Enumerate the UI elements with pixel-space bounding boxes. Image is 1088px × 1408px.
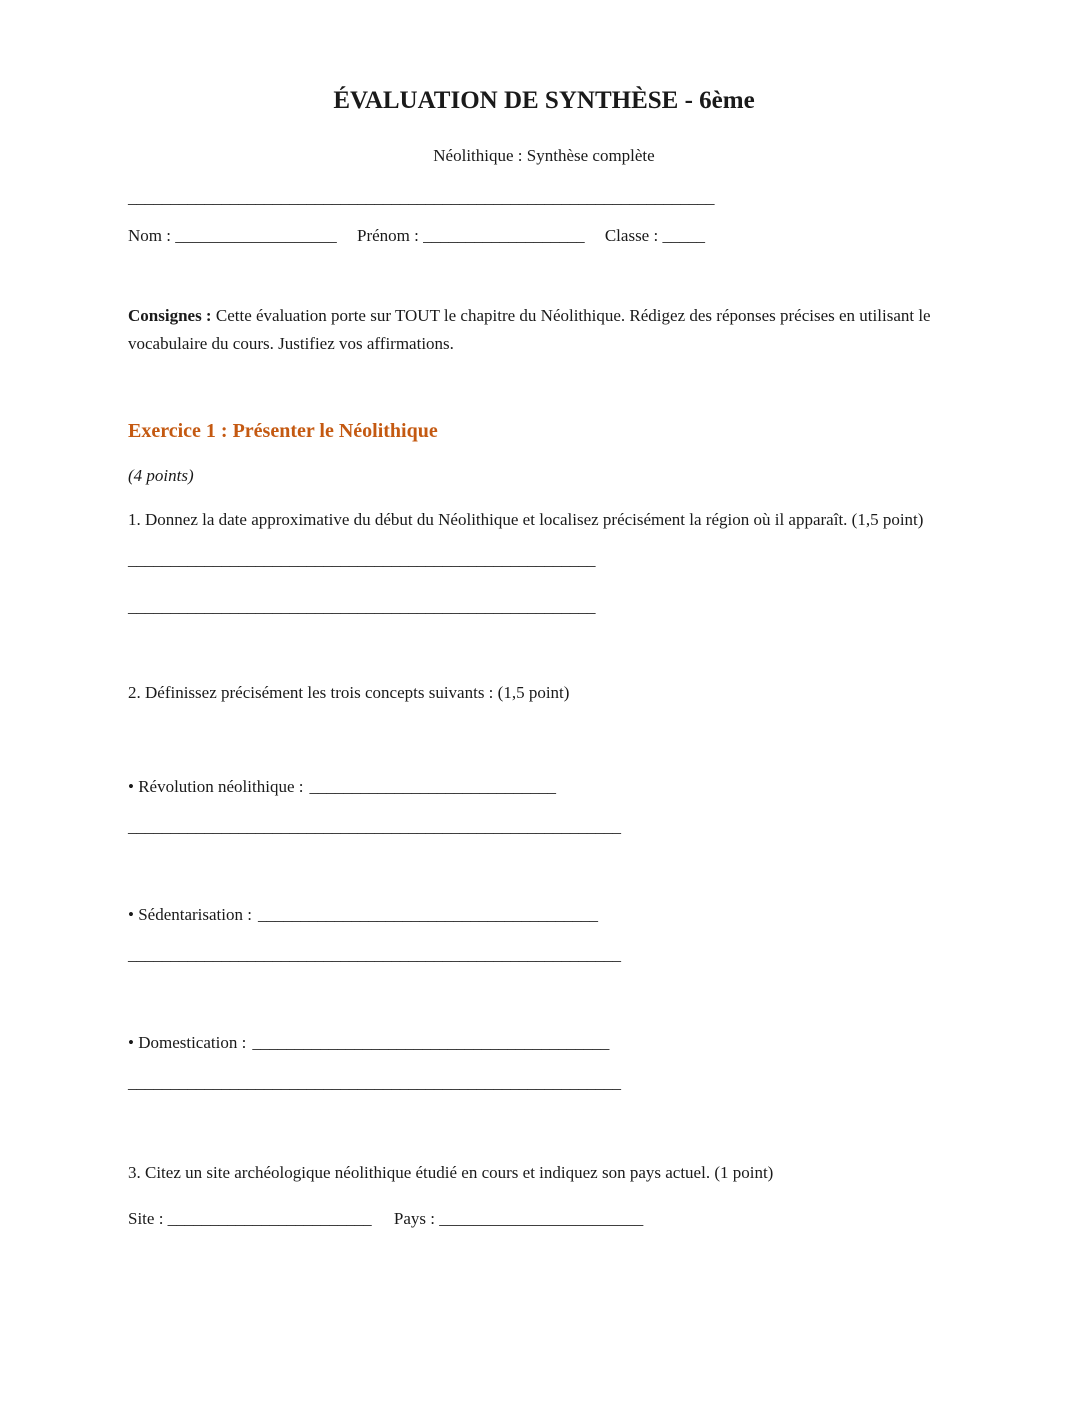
question-1: 1. Donnez la date approximative du début du Néolithique et localisez précisément la région où il apparaît. (1,5 point) [128, 510, 924, 529]
concept-revolution-blank: _____________________________ [309, 777, 556, 796]
pays-field [394, 1209, 643, 1228]
question-2: 2. Définissez précisément les trois concepts suivants : (1,5 point) [128, 683, 570, 702]
concept-domestication [128, 1029, 960, 1057]
concept-revolution-label: • Révolution néolithique : [128, 777, 304, 796]
site-blank: ________________________ [167, 1209, 372, 1228]
nom-field [128, 226, 337, 245]
pays-blank: ________________________ [439, 1209, 644, 1228]
consignes-paragraph [128, 302, 960, 358]
question-3-answer-line [128, 1205, 960, 1233]
site-label: Site : [128, 1209, 164, 1228]
nom-blank: ___________________ [175, 226, 337, 245]
concept-sedentarisation-blank: ________________________________________ [257, 905, 598, 924]
concept-revolution-continuation-line: __________________________________________________________ [128, 817, 621, 836]
concept-domestication-blank: __________________________________________ [252, 1033, 610, 1052]
exercise-1-points: (4 points) [128, 466, 194, 485]
page-title: ÉVALUATION DE SYNTHÈSE - 6ème [333, 87, 755, 114]
concept-revolution-neolithique [128, 773, 960, 801]
concept-sedentarisation-label: • Sédentarisation : [128, 905, 252, 924]
pays-label: Pays : [393, 1209, 436, 1228]
classe-blank: _____ [662, 226, 705, 245]
question-1-answer-line-1: _______________________________________________________ [128, 550, 596, 569]
page-subtitle: Néolithique : Synthèse complète [433, 146, 655, 165]
header-separator-line: _____________________________________________________________________ [128, 188, 715, 207]
exercise-1-heading: Exercice 1 : Présenter le Néolithique [128, 420, 438, 442]
concept-domestication-label: • Domestication : [128, 1033, 247, 1052]
concept-sedentarisation [128, 901, 960, 929]
prenom-field [357, 226, 585, 245]
classe-field [605, 226, 705, 245]
prenom-label: Prénom : [356, 226, 419, 245]
identity-line [128, 222, 960, 250]
consignes-label: Consignes : [128, 306, 212, 325]
question-3: 3. Citez un site archéologique néolithique étudié en cours et indiquez son pays actuel. (1 point) [128, 1163, 774, 1182]
concept-domestication-continuation-line: __________________________________________________________ [128, 1073, 621, 1092]
concept-sedentarisation-continuation-line: __________________________________________________________ [128, 945, 621, 964]
nom-label: Nom : [128, 226, 171, 245]
question-1-answer-line-2: _______________________________________________________ [128, 597, 596, 616]
prenom-blank: ___________________ [423, 226, 585, 245]
consignes-text: Cette évaluation porte sur TOUT le chapitre du Néolithique. Rédigez des réponses précises en utilisant le vocabulaire du cours. Justifiez vos affirmations. [128, 306, 931, 353]
site-field [128, 1209, 372, 1228]
classe-label: Classe : [604, 226, 659, 245]
